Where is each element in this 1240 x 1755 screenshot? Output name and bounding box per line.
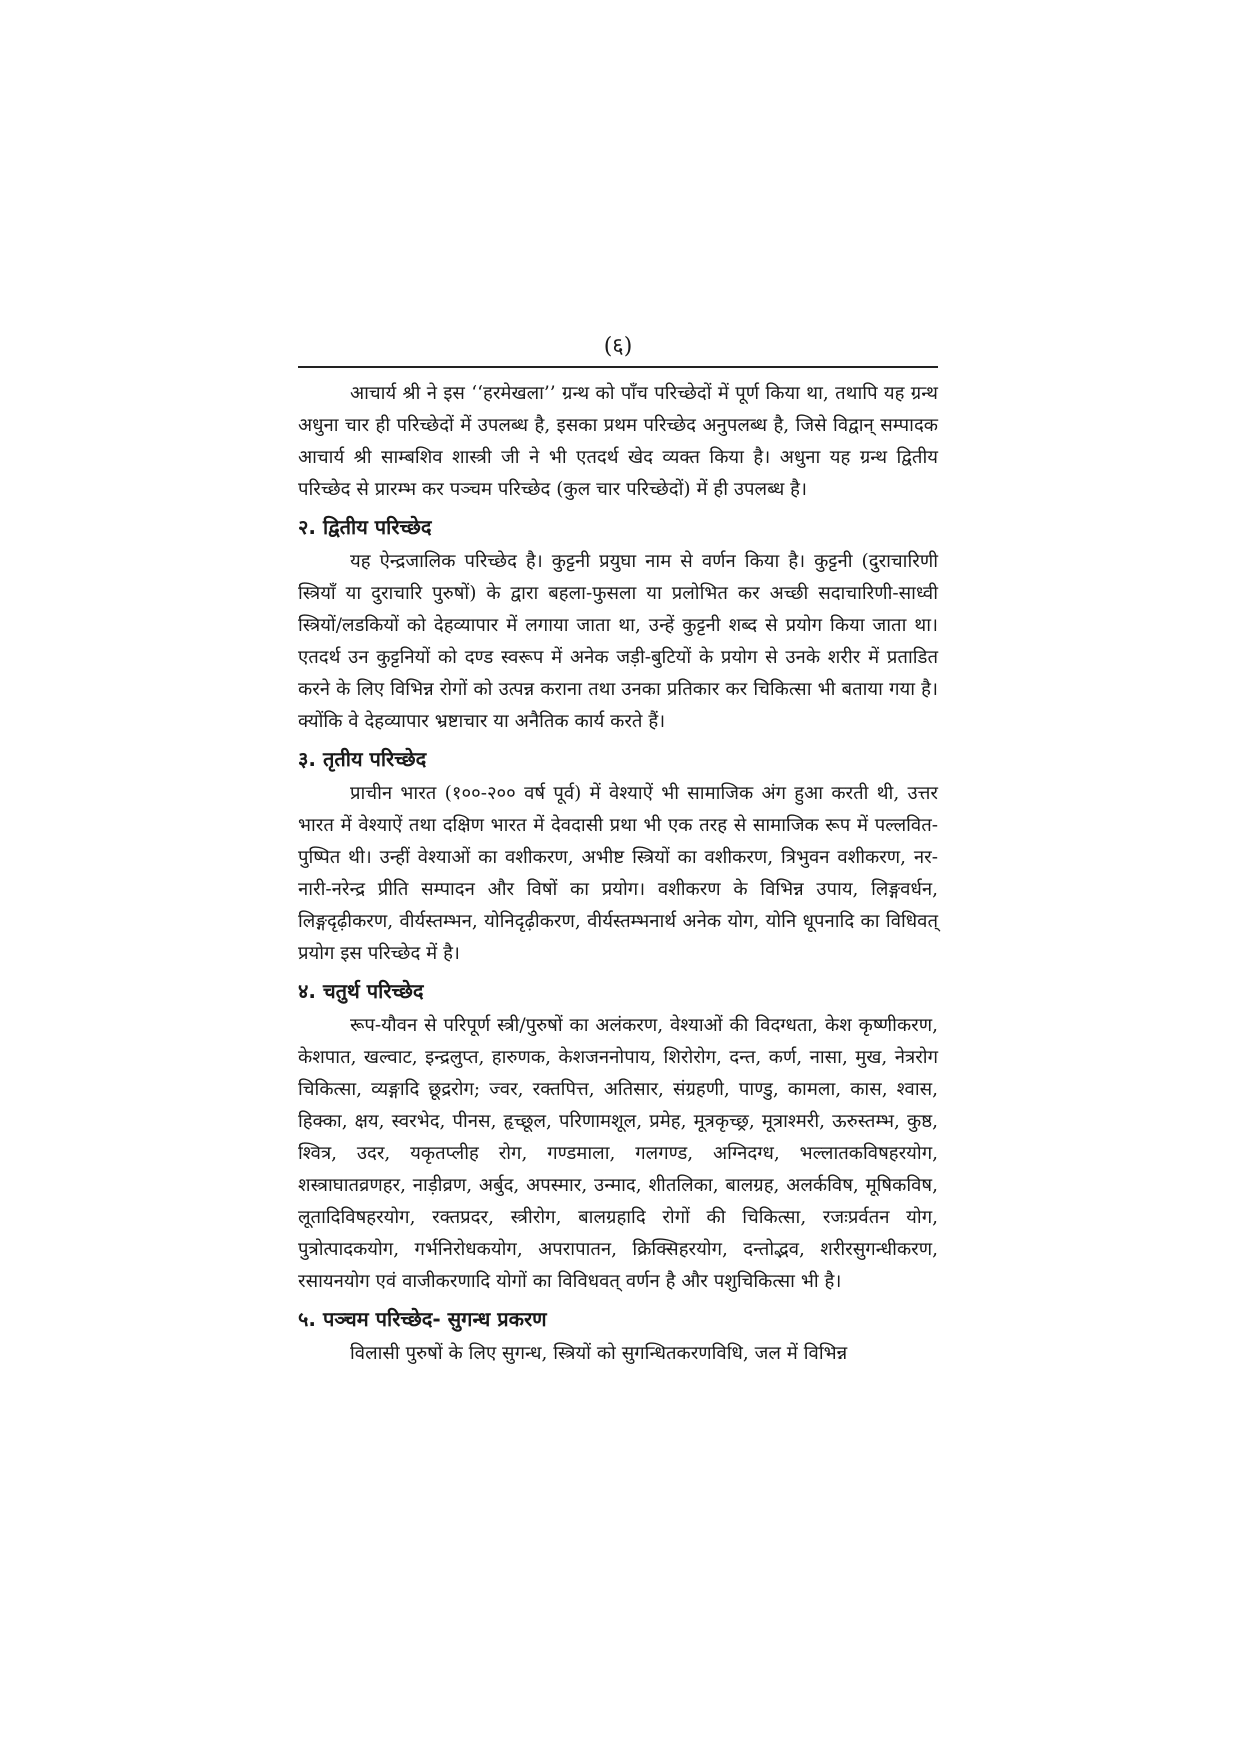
section-text-2: यह ऐन्द्रजालिक परिच्छेद है। कुट्टनी प्रयुघा नाम से वर्णन किया है। कुट्टनी (दुराचारिणी स्त्रियाँ या दुराचारि पुरुषों) के द्वारा बहला-फुसला या प्रलोभित कर अच्छी सदाचारिणी-साध्वी स्त्रियों/लडकियों को देहव्यापार में लगाया जाता था, उन्हें कुट्टनी शब्द से प्रयोग किया जाता था। एतदर्थ उन कुट्टनियों को दण्ड स्वरूप में अनेक जड़ी-बुटियों के प्रयोग से उनके शरीर में प्रताडित करने के लिए विभिन्न रोगों को उत्पन्न कराना तथा उनका प्रतिकार कर चिकित्सा भी बताया गया है। क्योंकि वे देहव्यापार भ्रष्टाचार या अनैतिक कार्य करते हैं। <box>298 551 938 732</box>
page-number: (६) <box>603 334 633 359</box>
header-rule <box>298 366 938 368</box>
section-heading-2: २. द्वितीय परिच्छेद <box>298 515 432 539</box>
section-text-5: विलासी पुरुषों के लिए सुगन्ध, स्त्रियों को सुगन्धितकरणविधि, जल में विभिन्न <box>350 1343 848 1364</box>
section-heading-5: ५. पञ्चम परिच्छेद- सुगन्ध प्रकरण <box>298 1307 547 1331</box>
section-heading-4: ४. चतुर्थ परिच्छेद <box>298 979 424 1003</box>
section-text-4: रूप-यौवन से परिपूर्ण स्त्री/पुरुषों का अलंकरण, वेश्याओं की विदग्धता, केश कृष्णीकरण, केशपात, खल्वाट, इन्द्रलुप्त, हारुणक, केशजननोपाय, शिरोरोग, दन्त, कर्ण, नासा, मुख, नेत्ररोग चिकित्सा, व्यङ्गादि छूद्ररोग; ज्वर, रक्तपित्त, अतिसार, संग्रहणी, पाण्डु, कामला, कास, श्वास, हिक्का, क्षय, स्वरभेद, पीनस, हृच्छूल, परिणामशूल, प्रमेह, मूत्रकृच्छ्र, मूत्राश्मरी, ऊरुस्तम्भ, कुष्ठ, श्वित्र, उदर, यकृतप्लीह रोग, गण्डमाला, गलगण्ड, अग्निदग्ध, भल्लातकविषहरयोग, शस्त्राघातव्रणहर, नाड़ीव्रण, अर्बुद, अपस्मार, उन्माद, शीतलिका, बालग्रह, अलर्कविष, मूषिकविष, लूतादिविषहरयोग, रक्तप्रदर, स्त्रीरोग, बालग्रहादि रोगों की चिकित्सा, रजःप्रर्वतन योग, पुत्रोत्पादकयोग, गर्भनिरोधकयोग, अपरापातन, क्रिक्सिहरयोग, दन्तोद्भव, शरीरसुगन्धीकरण, रसायनयोग एवं वाजीकरणादि योगों का विविधवत् वर्णन है और पशुचिकित्सा भी है। <box>298 1015 938 1292</box>
section-text-3: प्राचीन भारत (१००-२०० वर्ष पूर्व) में वेश्याऐं भी सामाजिक अंग हुआ करती थी, उत्तर भारत में वेश्याऐं तथा दक्षिण भारत में देवदासी प्रथा भी एक तरह से सामाजिक रूप में पल्लवित-पुष्पित थी। उन्हीं वेश्याओं का वशीकरण, अभीष्ट स्त्रियों का वशीकरण, त्रिभुवन वशीकरण, नर-नारी-नरेन्द्र प्रीति सम्पादन और विषों का प्रयोग। वशीकरण के विभिन्न उपाय, लिङ्गवर्धन, लिङ्गदृढ़ीकरण, वीर्यस्तम्भन, योनिदृढ़ीकरण, वीर्यस्तम्भनार्थ अनेक योग, योनि धूपनादि का विधिवत् प्रयोग इस परिच्छेद में है। <box>298 783 938 964</box>
intro-paragraph: आचार्य श्री ने इस ‘‘हरमेखला’’ ग्रन्थ को पाँच परिच्छेदों में पूर्ण किया था, तथापि यह ग्रन्थ अधुना चार ही परिच्छेदों में उपलब्ध है, इसका प्रथम परिच्छेद अनुपलब्ध है, जिसे विद्वान् सम्पादक आचार्य श्री साम्बशिव शास्त्री जी ने भी एतदर्थ खेद व्यक्त किया है। अधुना यह ग्रन्थ द्वितीय परिच्छेद से प्रारम्भ कर पञ्चम परिच्छेद (कुल चार परिच्छेदों) में ही उपलब्ध है। <box>298 383 938 500</box>
page-content <box>298 332 938 1370</box>
section-heading-3: ३. तृतीय परिच्छेद <box>298 747 427 771</box>
